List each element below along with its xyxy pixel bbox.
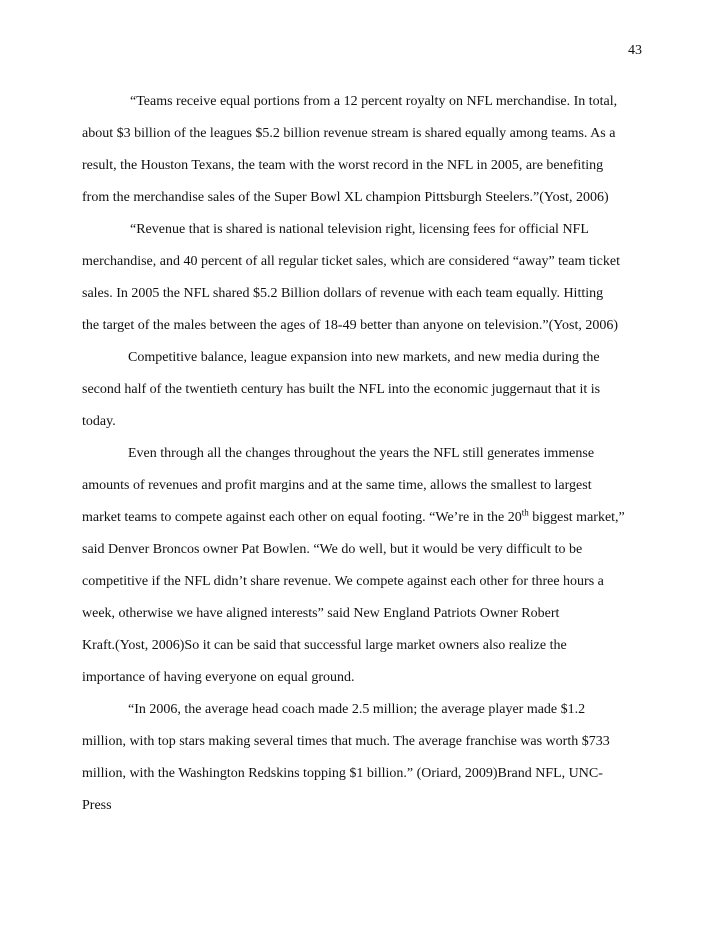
text-line: competitive if the NFL didn’t share revenue. We compete against each other for three hours a <box>82 574 604 589</box>
text-line: merchandise, and 40 percent of all regular ticket sales, which are considered “away” team ticket <box>82 254 620 269</box>
text-line: importance of having everyone on equal ground. <box>82 670 355 685</box>
paragraph-5 <box>82 694 642 822</box>
text-line: “Revenue that is shared is national television right, licensing fees for official NFL <box>130 222 589 237</box>
text-line: million, with top stars making several times that much. The average franchise was worth $733 <box>82 734 610 749</box>
text-line: sales. In 2005 the NFL shared $5.2 Billion dollars of revenue with each team equally. Hitting <box>82 286 604 301</box>
paragraph-2 <box>82 214 642 342</box>
text-line: Competitive balance, league expansion into new markets, and new media during the <box>128 350 600 365</box>
text-line: said Denver Broncos owner Pat Bowlen. “We do well, but it would be very difficult to be <box>82 542 583 557</box>
text-line: about $3 billion of the leagues $5.2 billion revenue stream is shared equally among teams. As a <box>82 126 616 141</box>
text-line: million, with the Washington Redskins topping $1 billion.” (Oriard, 2009)Brand NFL, UNC- <box>82 766 603 781</box>
text-line: “Teams receive equal portions from a 12 percent royalty on NFL merchandise. In total, <box>130 94 618 109</box>
text-line: from the merchandise sales of the Super Bowl XL champion Pittsburgh Steelers.”(Yost, 2006) <box>82 190 609 205</box>
page-number: 43 <box>628 43 642 58</box>
text-line: result, the Houston Texans, the team with the worst record in the NFL in 2005, are benefiting <box>82 158 604 173</box>
text-line: “In 2006, the average head coach made 2.5 million; the average player made $1.2 <box>128 702 586 717</box>
text-line: Kraft.(Yost, 2006)So it can be said that successful large market owners also realize the <box>82 638 567 653</box>
text-line: Even through all the changes throughout the years the NFL still generates immense <box>128 446 595 461</box>
ordinal-superscript: th <box>521 507 529 518</box>
text-segment: market teams to compete against each other on equal footing. “We’re in the 20 <box>82 510 522 525</box>
paragraph-4 <box>82 438 642 694</box>
body-text <box>82 86 642 822</box>
paragraph-3 <box>82 342 642 438</box>
text-segment: biggest market,” <box>528 510 625 525</box>
text-line: week, otherwise we have aligned interests” said New England Patriots Owner Robert <box>82 606 560 621</box>
text-line: second half of the twentieth century has built the NFL into the economic juggernaut that it is <box>82 382 601 397</box>
text-line-with-superscript <box>82 502 642 534</box>
paragraph-1 <box>82 86 642 214</box>
text-line: amounts of revenues and profit margins and at the same time, allows the smallest to largest <box>82 478 592 493</box>
text-line: today. <box>82 414 116 429</box>
text-line: Press <box>82 798 112 813</box>
text-line: the target of the males between the ages of 18-49 better than anyone on television.”(Yost, 2006) <box>82 318 619 333</box>
